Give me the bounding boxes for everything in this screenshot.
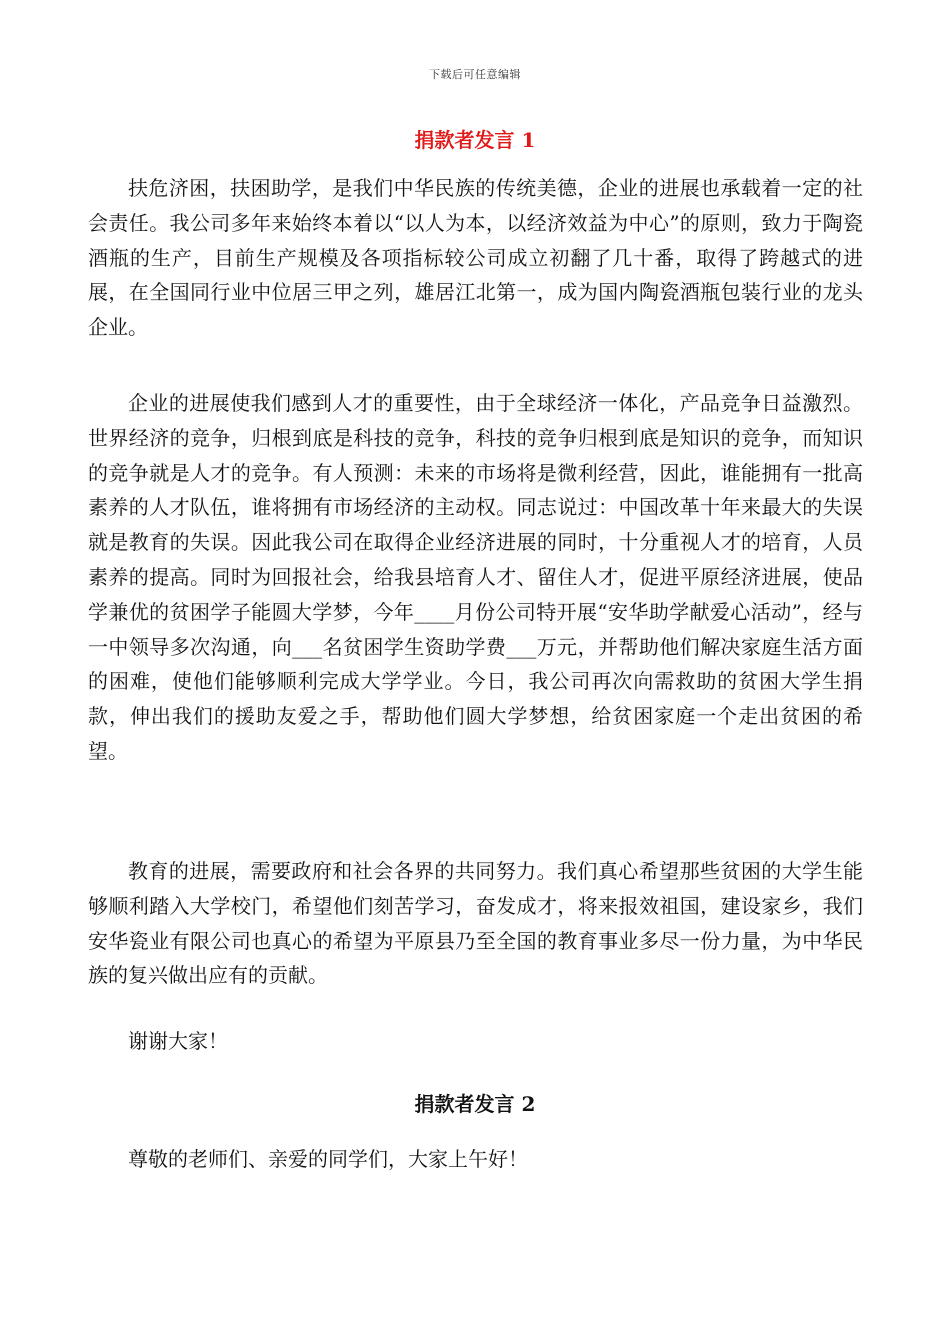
speech-2-greeting: 尊敬的老师们、亲爱的同学们，大家上午好！ xyxy=(128,1147,528,1171)
speech-1-paragraph-1: 扶危济困，扶困助学，是我们中华民族的传统美德，企业的进展也承载着一定的社会责任。我公司多年来始终本着以“以人为本，以经济效益为中心”的原则，致力于陶瓷酒瓶的生产，目前生产规模及各项指标较公司成立初翻了几十番，取得了跨越式的进展，在全国同行业中位居三甲之列，雄居江北第一，成为国内陶瓷酒瓶包装行业的龙头企业。 xyxy=(88,176,863,340)
speech-2-title: 捐款者发言 2 xyxy=(414,1092,536,1116)
speech-1-paragraph-2: 企业的进展使我们感到人才的重要性，由于全球经济一体化，产品竞争日益激烈。世界经济的竞争，归根到底是科技的竞争，科技的竞争归根到底是知识的竞争，而知识的竞争就是人才的竞争。有人预测：未来的市场将是微利经营，因此，谁能拥有一批高素养的人才队伍，谁将拥有市场经济的主动权。同志说过：中国改革十年来最大的失误就是教育的失误。因此我公司在取得企业经济进展的同时，十分重视人才的培育，人员素养的提高。同时为回报社会，给我县培育人才、留住人才，促进平原经济进展，使品学兼优的贫困学子能圆大学梦，今年____月份公司特开展“安华助学献爱心活动”，经与一中领导多次沟通，向___名贫困学生资助学费___万元，并帮助他们解决家庭生活方面的困难，使他们能够顺利完成大学学业。今日，我公司再次向需救助的贫困大学生捐款，伸出我们的援助友爱之手，帮助他们圆大学梦想，给贫困家庭一个走出贫困的希望。 xyxy=(88,391,863,763)
speech-1-closing: 谢谢大家！ xyxy=(128,1029,228,1053)
header-note: 下载后可任意编辑 xyxy=(429,68,521,81)
speech-1-paragraph-3: 教育的进展，需要政府和社会各界的共同努力。我们真心希望那些贫困的大学生能够顺利踏入大学校门，希望他们刻苦学习，奋发成才，将来报效祖国，建设家乡，我们安华瓷业有限公司也真心的希望为平原县乃至全国的教育事业多尽一份力量，为中华民族的复兴做出应有的贡献。 xyxy=(88,859,863,988)
speech-1-title: 捐款者发言 1 xyxy=(414,128,536,152)
